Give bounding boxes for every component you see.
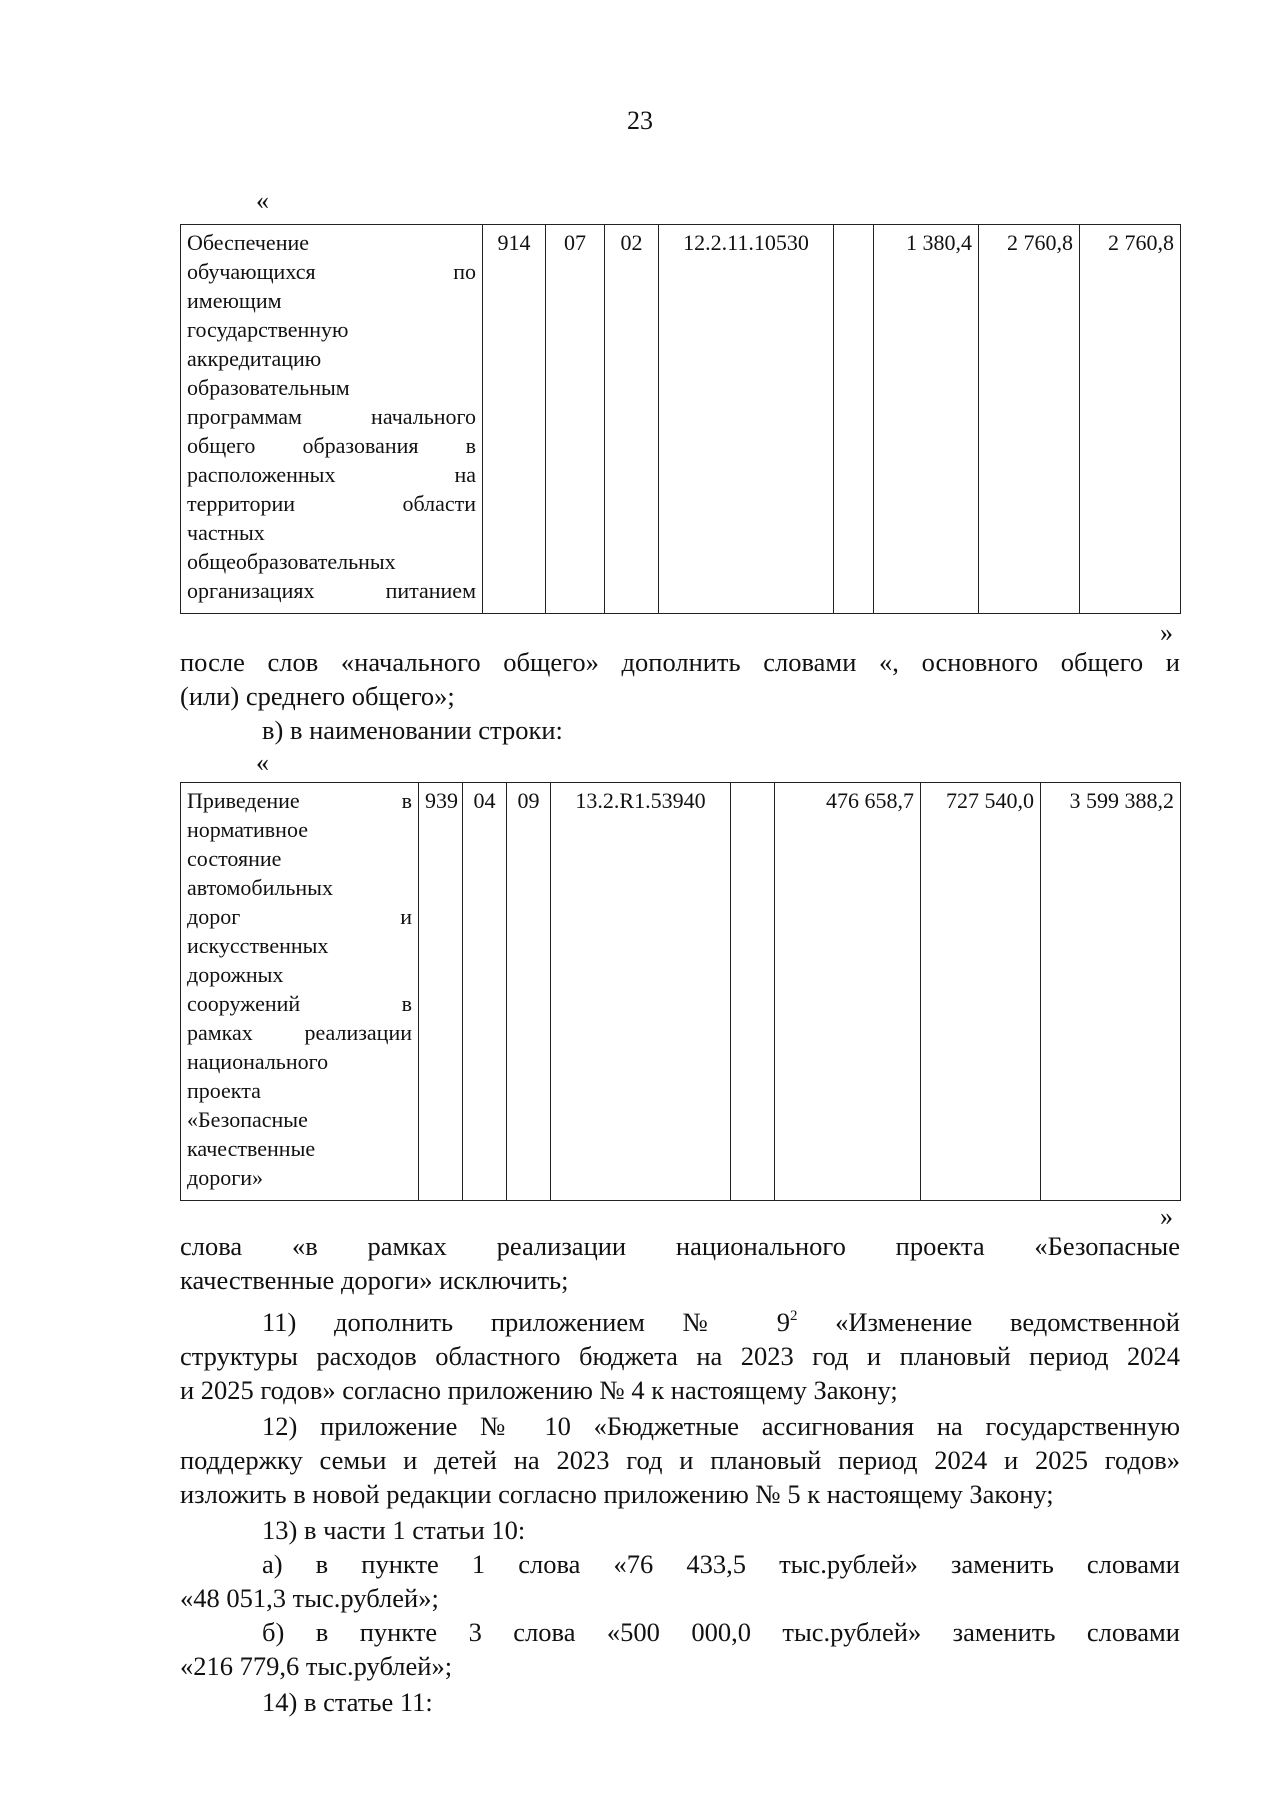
paragraph-line: б) в пункте 3 слова «500 000,0 тыс.рублей» заменить словами [262,1617,1180,1647]
amount-2024: 727 540,0 [921,783,1041,1201]
item-name-line: дорог и [187,904,412,929]
item-name-line: качественные [187,1136,316,1161]
item-name-line: частных [187,520,265,545]
page-number: 23 [627,106,653,135]
table-row [181,225,1181,614]
section-code: 04 [463,783,507,1201]
budget-table-2 [180,782,1181,1201]
expense-type-code [834,225,874,614]
paragraph-line: слова «в рамках реализации национального проекта «Безопасные [180,1231,1180,1261]
target-article-code: 12.2.11.10530 [659,225,834,614]
item-name-line: обучающихся по [187,259,476,284]
item-name-line: дороги» [187,1165,263,1190]
table2-close-quote: » [1160,1202,1173,1231]
item-name-line: дорожных [187,962,284,987]
item-name-line: сооружений в [187,991,412,1016]
item-name-line: общего образования в [187,433,476,458]
item-name-line: Приведение в [187,788,412,813]
paragraph-line: поддержку семьи и детей на 2023 год и плановый период 2024 и 2025 годов» [180,1445,1180,1475]
subsection-code: 09 [507,783,551,1201]
paragraph-line: «216 779,6 тыс.рублей»; [180,1651,453,1681]
section-code: 07 [546,225,605,614]
item-name-line: расположенных на [187,462,476,487]
paragraph-line [262,1306,1180,1338]
item-name-line: образовательным [187,375,350,400]
paragraph-line: а) в пункте 1 слова «76 433,5 тыс.рублей» заменить словами [262,1549,1180,1579]
budget-table-1 [180,224,1181,614]
paragraph-line: структуры расходов областного бюджета на 2023 год и плановый период 2024 [180,1341,1180,1371]
amount-2023: 1 380,4 [874,225,979,614]
subsection-code: 02 [605,225,659,614]
paragraph-line: изложить в новой редакции согласно приложению № 5 к настоящему Закону; [180,1479,1054,1509]
paragraph-line: и 2025 годов» согласно приложению № 4 к настоящему Закону; [180,1375,898,1405]
table2-open-quote: « [256,748,269,777]
item-name-line: программам начального [187,404,476,429]
item-name-cell [181,783,419,1201]
text-run: «Изменение ведомственной [797,1307,1180,1337]
paragraph-line: 13) в части 1 статьи 10: [262,1515,526,1545]
ministry-code: 939 [419,783,463,1201]
table-row [181,783,1181,1201]
item-name-line: государственную [187,317,349,342]
table1-close-quote: » [1160,618,1173,647]
item-name-line: имеющим [187,288,282,313]
paragraph-line: (или) среднего общего»; [180,681,455,711]
ministry-code: 914 [483,225,546,614]
item-name-line: нормативное [187,817,308,842]
paragraph-line: «48 051,3 тыс.рублей»; [180,1583,439,1613]
amount-2024: 2 760,8 [979,225,1080,614]
item-name-line: искусственных [187,933,329,958]
item-name-cell [181,225,483,614]
paragraph-line: 14) в статье 11: [262,1687,433,1717]
amount-2025: 2 760,8 [1080,225,1181,614]
expense-type-code [731,783,775,1201]
text-run: 11) дополнить приложением № 9 [262,1307,790,1337]
item-name-line: организациях питанием [187,578,476,603]
amount-2023: 476 658,7 [775,783,921,1201]
amount-2025: 3 599 388,2 [1041,783,1181,1201]
item-name-line: Обеспечение [187,230,309,255]
item-name-line: территории области [187,491,476,516]
item-name-line: состояние [187,846,282,871]
item-name-line: проекта [187,1078,261,1103]
paragraph-line: в) в наименовании строки: [262,715,563,745]
item-name-line: автомобильных [187,875,333,900]
target-article-code: 13.2.R1.53940 [551,783,731,1201]
paragraph-line: качественные дороги» исключить; [180,1265,569,1295]
paragraph-line: 12) приложение № 10 «Бюджетные ассигнования на государственную [262,1411,1180,1441]
superscript: 2 [789,1308,798,1324]
table1-open-quote: « [256,186,269,215]
item-name-line: национального [187,1049,329,1074]
item-name-line: «Безопасные [187,1107,308,1132]
item-name-line: рамках реализации [187,1020,412,1045]
item-name-line: общеобразовательных [187,549,396,574]
item-name-line: аккредитацию [187,346,322,371]
paragraph-line: после слов «начального общего» дополнить словами «, основного общего и [180,647,1180,677]
